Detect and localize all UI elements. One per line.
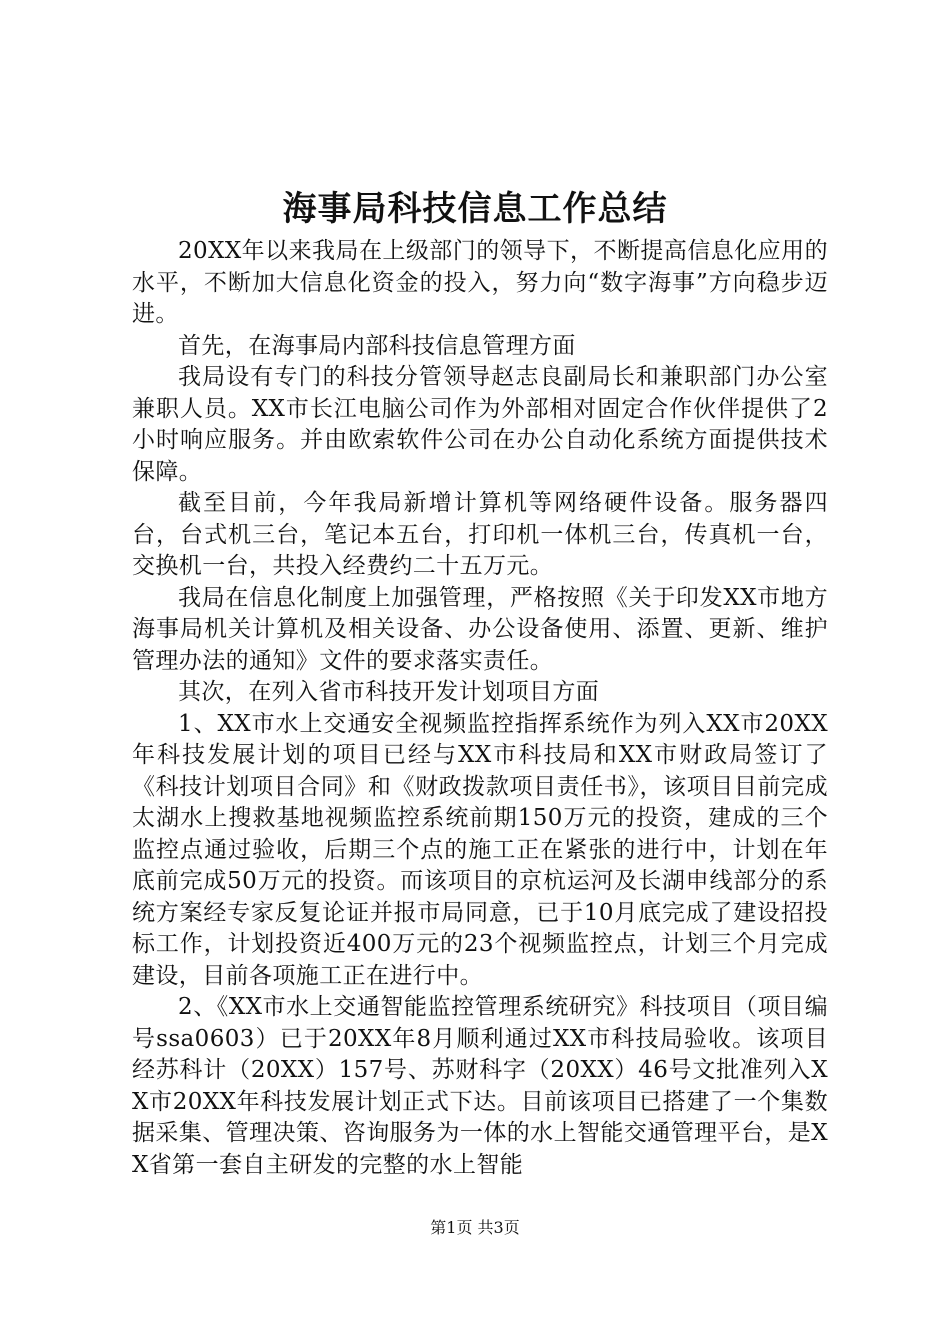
paragraph-intro: 20XX年以来我局在上级部门的领导下，不断提高信息化应用的水平，不断加大信息化资金的投入，努力向“数字海事”方向稳步迈进。 — [132, 238, 828, 327]
document-title: 海事局科技信息工作总结 — [282, 189, 668, 229]
document-body — [132, 236, 828, 1181]
paragraph-equipment: 截至目前，今年我局新增计算机等网络硬件设备。服务器四台，台式机三台，笔记本五台，打印机一体机三台，传真机一台，交换机一台，共投入经费约二十五万元。 — [132, 490, 828, 579]
paragraph-section-heading-2: 其次，在列入省市科技开发计划项目方面 — [178, 679, 600, 705]
paragraph-section-heading-1: 首先，在海事局内部科技信息管理方面 — [178, 332, 576, 359]
page-footer: 第1页 共3页 — [430, 1218, 520, 1237]
paragraph-staffing: 我局设有专门的科技分管领导赵志良副局长和兼职部门办公室兼职人员。XX市长江电脑公司作为外部相对固定合作伙伴提供了2小时响应服务。并由欧索软件公司在办公自动化系统方面提供技术保障。 — [132, 364, 828, 485]
paragraph-project-2: 2、《XX市水上交通智能监控管理系统研究》科技项目（项目编号ssa0603）已于20XX年8月顺利通过XX市科技局验收。该项目经苏科计（20XX）157号、苏财科字（20XX）46号文批准列入XX市20XX年科技发展计划正式下达。目前该项目已搭建了一个集数据采集、管理决策、咨询服务为一体的水上智能交通管理平台，是XX省第一套自主研发的完整的水上智能 — [132, 994, 828, 1178]
paragraph-project-1: 1、XX市水上交通安全视频监控指挥系统作为列入XX市20XX年科技发展计划的项目已经与XX市科技局和XX市财政局签订了《科技计划项目合同》和《财政拨款项目责任书》，该项目目前完成太湖水上搜救基地视频监控系统前期150万元的投资，建成的三个监控点通过验收，后期三个点的施工正在紧张的进行中，计划在年底前完成50万元的投资。而该项目的京杭运河及长湖申线部分的系统方案经专家反复论证并报市局同意，已于10月底完成了建设招投标工作，计划投资近400万元的23个视频监控点，计划三个月完成建设，目前各项施工正在进行中。 — [132, 710, 828, 989]
paragraph-management: 我局在信息化制度上加强管理，严格按照《关于印发XX市地方海事局机关计算机及相关设备、办公设备使用、添置、更新、维护管理办法的通知》文件的要求落实责任。 — [132, 584, 828, 674]
